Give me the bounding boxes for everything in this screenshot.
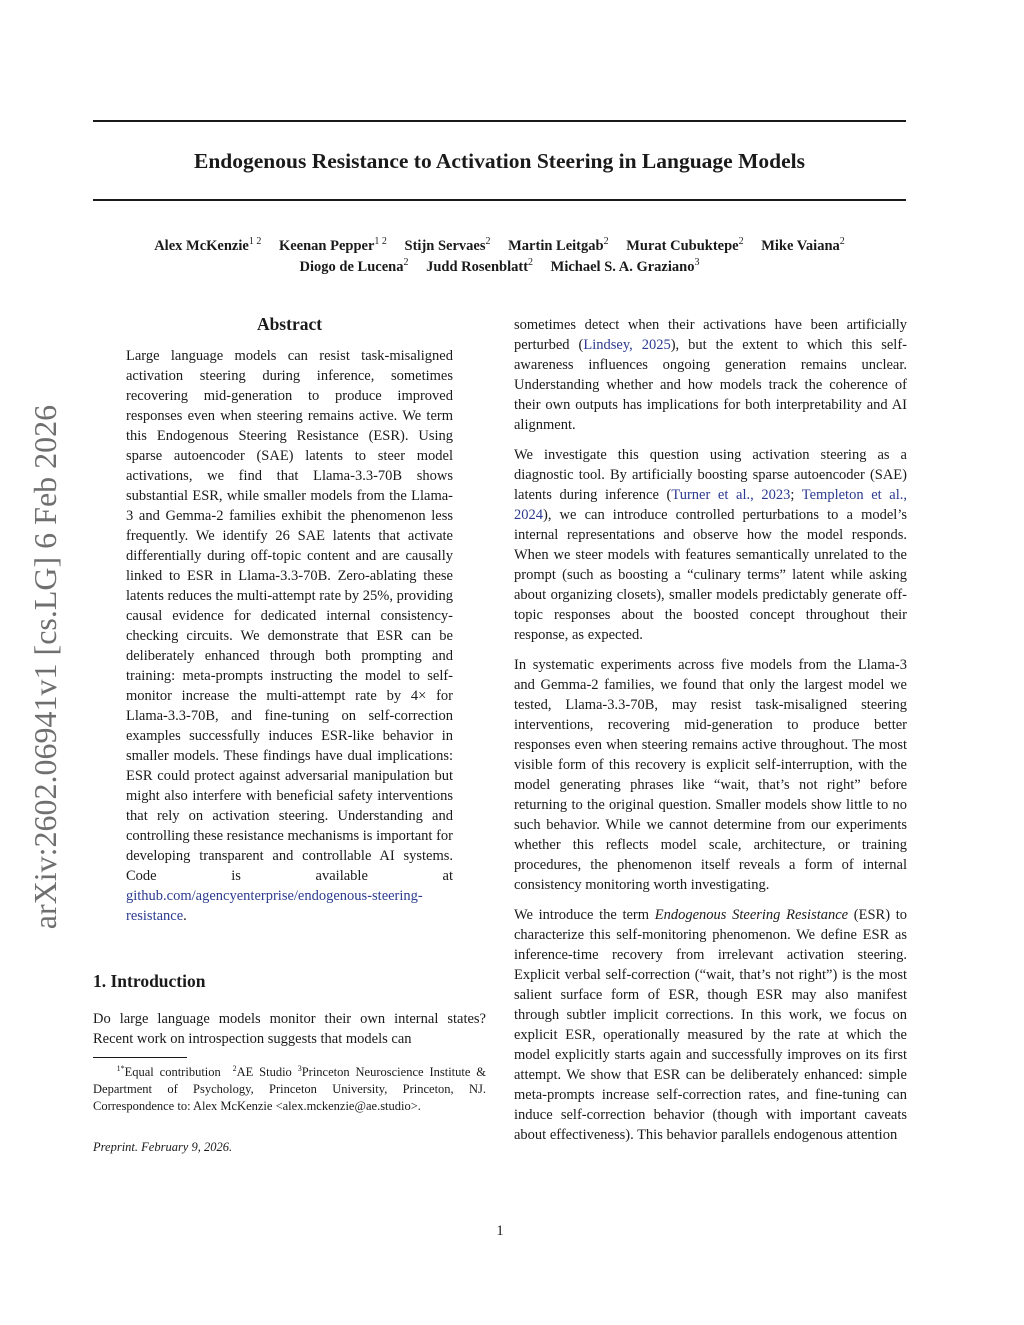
- author: Judd Rosenblatt$^2$: [426, 257, 534, 275]
- intro-paragraph-2: sometimes detect when their activations have been artificially perturbed (Lindsey, 2025), but the extent to which this self-awareness influences ongoing generation remains unclear. Understanding whether and how models track the coherence of their own outputs has implications for both interpretability and AI alignment.: [514, 317, 907, 433]
- author: Keenan Pepper$^{1 2}$: [278, 236, 387, 254]
- intro-paragraph-1: Do large language models monitor their own internal states? Recent work on introspection suggests that models can: [93, 1011, 486, 1047]
- abstract-heading: Abstract: [256, 314, 323, 334]
- author-line-2: [93, 257, 906, 277]
- author: Diogo de Lucena$^2$: [299, 257, 409, 275]
- author: Martin Leitgab$^2$: [508, 236, 609, 254]
- top-rule: [93, 120, 906, 122]
- page-number: 1: [496, 1223, 504, 1239]
- citation-link[interactable]: Templeton et al., 2024: [514, 487, 907, 523]
- author: Murat Cubuktepe$^2$: [626, 236, 744, 254]
- paper-title: Endogenous Resistance to Activation Steering in Language Models: [194, 149, 805, 173]
- left-column: [93, 312, 486, 1156]
- right-column: [514, 315, 907, 1155]
- introduction-heading: 1. Introduction: [93, 971, 206, 991]
- intro-paragraph-5: We introduce the term Endogenous Steering Resistance (ESR) to characterize this self-monitoring phenomenon. We define ESR as inference-time recovery from irrelevant activation steering. Explicit verbal self-correction (“wait, that’s not right”) is the most salient surface form of ESR, though ESR may also manifest through subtler implicit corrections. In this work, we focus on explicit ESR, operationally measured by the rate at which the model explicitly starts again and successfully improves on its first attempt. We show that ESR can be deliberately enhanced: simple meta-prompts increase self-correction rates, and fine-tuning can induce self-correction behavior (though with important caveats about effectiveness). This behavior parallels endogenous attention: [514, 907, 907, 1143]
- author: Michael S. A. Graziano$^3$: [550, 257, 700, 275]
- code-repository-link[interactable]: github.com/agencyenterprise/endogenous-steering-resistance: [126, 888, 423, 924]
- author: Stijn Servaes$^2$: [404, 236, 491, 254]
- affiliations-footnote: $^{1*}$Equal contribution $^2$AE Studio $^3$Princeton Neuroscience Institute & Department of Psychology, Princeton University, Princeton, NJ. Correspondence to: Alex McKenzie <alex.mckenzie@ae.studio>.: [93, 1064, 487, 1113]
- title-bottom-rule: [93, 199, 906, 201]
- footnote-rule: [93, 1057, 187, 1058]
- author: Alex McKenzie$^{1 2}$: [154, 236, 262, 254]
- citation-link[interactable]: Lindsey, 2025: [583, 337, 671, 353]
- arxiv-identifier-watermark: arXiv:2602.06941v1 [cs.LG] 6 Feb 2026: [27, 404, 63, 930]
- author-line-1: [93, 236, 906, 256]
- preprint-note: Preprint. February 9, 2026.: [93, 1140, 233, 1154]
- intro-paragraph-4: In systematic experiments across five models from the Llama-3 and Gemma-2 families, we found that only the largest model we tested, Llama-3.3-70B, may resist task-misaligned steering interventions, recovering mid-generation to produce better responses even when steering remains active throughout. The most visible form of this recovery is explicit self-interruption, with the model generating phrases like “wait, that’s not right” before returning to the original question. Smaller models show little to no such behavior. While we cannot determine from our experiments whether this reflects model scale, architecture, or training procedures, the phenomenon itself reveals a form of internal consistency monitoring worth investigating.: [514, 657, 907, 893]
- author: Mike Vaiana$^2$: [761, 236, 845, 254]
- citation-link[interactable]: Turner et al., 2023: [671, 487, 791, 503]
- intro-paragraph-3: We investigate this question using activation steering as a diagnostic tool. By artificially boosting sparse autoencoder (SAE) latents during inference (Turner et al., 2023; Templeton et al., 2024), we can introduce controlled perturbations to a model’s internal representations and observe how the model responds. When we steer models with features semantically unrelated to the prompt (such as boosting a “culinary terms” latent while asking about organizing closets), smaller models predictably generate off-topic responses about the boosted concept throughout their response, as expected.: [514, 447, 907, 643]
- abstract-body: Large language models can resist task-misaligned activation steering during inference, sometimes recovering mid-generation to produce improved responses even when steering remains active. We term this Endogenous Steering Resistance (ESR). Using sparse autoencoder (SAE) latents to steer model activations, we find that Llama-3.3-70B shows substantial ESR, while smaller models from the Llama-3 and Gemma-2 families exhibit the phenomenon less frequently. We identify 26 SAE latents that activate differentially during off-topic content and are causally linked to ESR in Llama-3.3-70B. Zero-ablating these latents reduces the multi-attempt rate by 25%, providing causal evidence for dedicated internal consistency-checking circuits. We demonstrate that ESR can be deliberately enhanced through both prompting and training: meta-prompts instructing the model to self-monitor increase the multi-attempt rate by 4× for Llama-3.3-70B, and fine-tuning on self-correction examples successfully induces ESR-like behavior in smaller models. These findings have dual implications: ESR could protect against adversarial manipulation but might also interfere with beneficial safety interventions that rely on activation steering. Understanding and controlling these resistance mechanisms is important for developing transparent and controllable AI systems. Code is available at github.com/agencyenterprise/endogenous-steering-resistance.: [126, 348, 453, 924]
